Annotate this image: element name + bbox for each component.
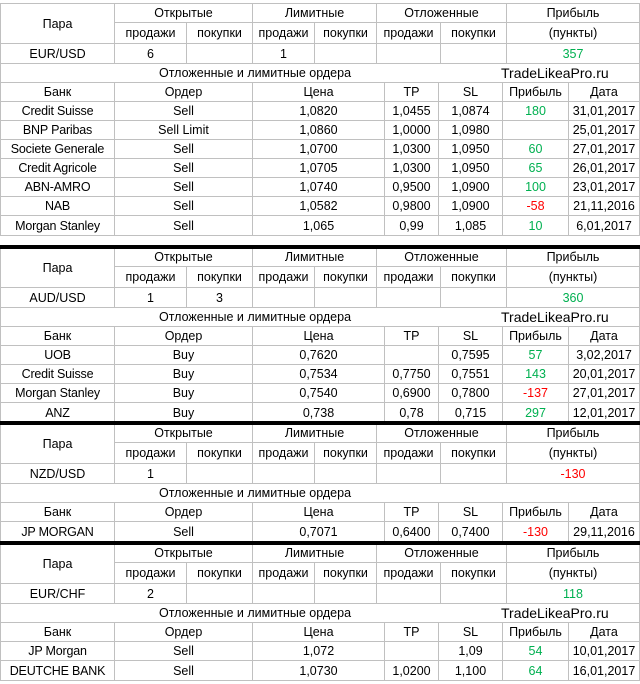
points-header: (пункты) [548, 446, 598, 460]
orders-header-row [1, 83, 639, 102]
summary-table [1, 248, 639, 288]
bank-header: Банк [1, 503, 115, 521]
points-header: (пункты) [548, 566, 598, 580]
order-sl: 1,0950 [439, 140, 503, 158]
orders-header-row [1, 327, 639, 346]
pair-section-aud-usd [0, 247, 640, 423]
profit-header: Прибыль [546, 426, 600, 440]
summary-subheader-row [115, 563, 639, 583]
order-tp: 1,0455 [385, 102, 439, 120]
order-type: Sell [115, 661, 253, 680]
orders-caption-row [1, 308, 639, 327]
buys-header: покупки [441, 267, 507, 287]
order-date: 3,02,2017 [576, 348, 632, 362]
group-header-pending: Отложенные [377, 544, 507, 562]
buys-header: покупки [315, 23, 377, 43]
pending-sales-value [377, 288, 441, 307]
tp-header: TP [385, 503, 439, 521]
limit-buys-value [315, 464, 377, 483]
bank-header: Банк [1, 327, 115, 345]
total-profit: -130 [560, 466, 586, 481]
order-row [1, 121, 639, 140]
section-separator [0, 245, 640, 249]
open-buys-value [187, 464, 253, 483]
bank-name: JP Morgan [1, 642, 115, 660]
order-sl: 1,0980 [439, 121, 503, 139]
order-date: 26,01,2017 [572, 161, 636, 175]
order-type: Buy [115, 346, 253, 364]
summary-subheader-row [115, 267, 639, 287]
open-buys-value [187, 584, 253, 603]
sales-header: продажи [115, 23, 187, 43]
sales-header: продажи [253, 23, 315, 43]
total-profit: 118 [563, 586, 583, 601]
orders-caption: Отложенные и лимитные ордера [158, 310, 352, 324]
order-date: 27,01,2017 [572, 142, 636, 156]
orders-caption: Отложенные и лимитные ордера [158, 606, 352, 620]
order-header: Ордер [115, 623, 253, 641]
order-row [1, 661, 639, 680]
order-sl: 1,0900 [439, 197, 503, 215]
order-profit: 10 [503, 216, 569, 235]
order-date: 25,01,2017 [572, 123, 636, 137]
tp-header: TP [385, 623, 439, 641]
order-type: Sell [115, 178, 253, 196]
order-type: Buy [115, 384, 253, 402]
group-header-open: Открытые [115, 424, 253, 442]
order-price: 1,0740 [253, 178, 385, 196]
profit-header: Прибыль [503, 83, 569, 101]
order-sl: 1,09 [439, 642, 503, 660]
order-date: 31,01,2017 [572, 104, 636, 118]
profit-header: Прибыль [546, 6, 600, 20]
date-header: Дата [590, 505, 618, 519]
order-row [1, 642, 639, 661]
brand-watermark [489, 484, 639, 502]
sales-header: продажи [115, 267, 187, 287]
order-profit: 54 [503, 642, 569, 660]
order-profit: 100 [503, 178, 569, 196]
summary-table [1, 4, 639, 44]
limit-buys-value [315, 584, 377, 603]
sales-header: продажи [253, 563, 315, 583]
order-sl: 0,7400 [439, 522, 503, 541]
sl-header: SL [439, 623, 503, 641]
order-profit: -137 [503, 384, 569, 402]
date-header: Дата [590, 329, 618, 343]
summary-header-row [115, 248, 639, 267]
bank-name: Societe Generale [1, 140, 115, 158]
order-type: Sell [115, 216, 253, 235]
buys-header: покупки [187, 267, 253, 287]
bank-name: ABN-AMRO [1, 178, 115, 196]
order-type: Sell [115, 642, 253, 660]
bank-name: Credit Suisse [1, 102, 115, 120]
group-header-limit: Лимитные [253, 4, 377, 22]
order-date: 20,01,2017 [572, 367, 636, 381]
summary-data-row [1, 288, 639, 308]
sales-header: продажи [377, 267, 441, 287]
brand-watermark: TradeLikeaPro.ru [501, 65, 609, 81]
bank-name: UOB [1, 346, 115, 364]
buys-header: покупки [187, 23, 253, 43]
price-header: Цена [253, 623, 385, 641]
order-header: Ордер [115, 327, 253, 345]
sales-header: продажи [377, 563, 441, 583]
order-price: 0,738 [253, 403, 385, 422]
order-header: Ордер [115, 83, 253, 101]
order-price: 1,0705 [253, 159, 385, 177]
pending-buys-value [441, 464, 507, 483]
order-sl: 1,100 [439, 661, 503, 680]
order-row [1, 178, 639, 197]
order-profit [503, 121, 569, 139]
bank-name: Morgan Stanley [1, 216, 115, 235]
order-date: 16,01,2017 [572, 663, 636, 678]
group-header-limit: Лимитные [253, 424, 377, 442]
sl-header: SL [439, 327, 503, 345]
pending-buys-value [441, 584, 507, 603]
order-row [1, 384, 639, 403]
order-sl: 1,0874 [439, 102, 503, 120]
price-header: Цена [253, 327, 385, 345]
order-profit: 57 [503, 346, 569, 364]
sales-header: продажи [377, 443, 441, 463]
open-sales-value: 1 [115, 464, 187, 483]
order-price: 0,7540 [253, 384, 385, 402]
profit-header: Прибыль [503, 327, 569, 345]
open-sales-value: 2 [115, 584, 187, 603]
bank-name: DEUTCHE BANK [1, 661, 115, 680]
order-profit: 297 [503, 403, 569, 422]
order-tp: 0,7750 [385, 365, 439, 383]
pair-header: Пара [1, 424, 115, 463]
buys-header: покупки [315, 267, 377, 287]
pair-name: EUR/USD [1, 44, 115, 63]
order-profit: 143 [503, 365, 569, 383]
order-row [1, 403, 639, 422]
order-price: 1,072 [253, 642, 385, 660]
order-profit: 60 [503, 140, 569, 158]
group-header-pending: Отложенные [377, 424, 507, 442]
order-row [1, 216, 639, 235]
buys-header: покупки [187, 443, 253, 463]
order-tp: 0,6400 [385, 522, 439, 541]
pair-header: Пара [1, 248, 115, 287]
order-sl: 0,7551 [439, 365, 503, 383]
order-tp: 0,9500 [385, 178, 439, 196]
order-price: 1,0860 [253, 121, 385, 139]
summary-header-row [115, 4, 639, 23]
order-sl: 0,715 [439, 403, 503, 422]
group-header-pending: Отложенные [377, 4, 507, 22]
order-profit: 65 [503, 159, 569, 177]
sales-header: продажи [115, 443, 187, 463]
tp-header: TP [385, 327, 439, 345]
open-sales-value: 1 [115, 288, 187, 307]
limit-sales-value: 1 [253, 44, 315, 63]
bank-name: Morgan Stanley [1, 384, 115, 402]
order-date: 6,01,2017 [576, 218, 632, 233]
orders-caption-row [1, 484, 639, 503]
open-buys-value [187, 44, 253, 63]
limit-buys-value [315, 44, 377, 63]
orders-header-row [1, 623, 639, 642]
summary-table [1, 424, 639, 464]
pending-sales-value [377, 584, 441, 603]
order-sl: 1,085 [439, 216, 503, 235]
orders-caption: Отложенные и лимитные ордера [158, 486, 352, 500]
buys-header: покупки [441, 443, 507, 463]
pending-buys-value [441, 44, 507, 63]
section-separator [0, 421, 640, 425]
order-date: 21,11,2016 [573, 199, 635, 213]
order-tp: 1,0300 [385, 140, 439, 158]
order-type: Buy [115, 403, 253, 422]
buys-header: покупки [187, 563, 253, 583]
summary-header-row [115, 544, 639, 563]
buys-header: покупки [441, 563, 507, 583]
order-price: 1,065 [253, 216, 385, 235]
points-header: (пункты) [548, 26, 598, 40]
order-header: Ордер [115, 503, 253, 521]
buys-header: покупки [441, 23, 507, 43]
total-profit: 357 [562, 46, 584, 61]
order-date: 27,01,2017 [572, 386, 636, 400]
order-profit: -130 [503, 522, 569, 541]
order-row [1, 197, 639, 216]
order-tp: 0,6900 [385, 384, 439, 402]
summary-subheader-row [115, 23, 639, 43]
profit-header: Прибыль [503, 623, 569, 641]
pair-header: Пара [1, 544, 115, 583]
pair-name: NZD/USD [1, 464, 115, 483]
order-profit: -58 [503, 197, 569, 215]
summary-header-row [115, 424, 639, 443]
group-header-open: Открытые [115, 544, 253, 562]
summary-headers [115, 424, 639, 463]
order-type: Buy [115, 365, 253, 383]
order-price: 0,7071 [253, 522, 385, 541]
date-header: Дата [590, 85, 618, 99]
order-sl: 1,0900 [439, 178, 503, 196]
group-header-limit: Лимитные [253, 544, 377, 562]
summary-headers [115, 544, 639, 583]
order-tp: 0,99 [385, 216, 439, 235]
bank-name: NAB [1, 197, 115, 215]
buys-header: покупки [315, 443, 377, 463]
bank-header: Банк [1, 623, 115, 641]
order-price: 1,0582 [253, 197, 385, 215]
order-tp: 0,9800 [385, 197, 439, 215]
order-tp [385, 346, 439, 364]
order-profit: 180 [503, 102, 569, 120]
order-price: 0,7620 [253, 346, 385, 364]
brand-watermark: TradeLikeaPro.ru [501, 605, 609, 621]
points-header: (пункты) [548, 270, 598, 284]
order-price: 1,0820 [253, 102, 385, 120]
order-type: Sell [115, 140, 253, 158]
pair-section-eur-usd [0, 3, 640, 236]
sales-header: продажи [253, 267, 315, 287]
bank-header: Банк [1, 83, 115, 101]
summary-headers [115, 4, 639, 43]
order-tp: 0,78 [385, 403, 439, 422]
limit-sales-value [253, 584, 315, 603]
pair-name: AUD/USD [1, 288, 115, 307]
pair-header: Пара [1, 4, 115, 43]
group-header-open: Открытые [115, 4, 253, 22]
buys-header: покупки [315, 563, 377, 583]
order-tp [385, 642, 439, 660]
price-header: Цена [253, 503, 385, 521]
group-header-open: Открытые [115, 248, 253, 266]
group-header-pending: Отложенные [377, 248, 507, 266]
profit-header: Прибыль [546, 250, 600, 264]
tp-header: TP [385, 83, 439, 101]
price-header: Цена [253, 83, 385, 101]
order-row [1, 365, 639, 384]
order-date: 10,01,2017 [572, 644, 636, 658]
order-row [1, 140, 639, 159]
order-row [1, 522, 639, 541]
pending-sales-value [377, 464, 441, 483]
open-buys-value: 3 [187, 288, 253, 307]
orders-caption-row [1, 64, 639, 83]
brand-watermark: TradeLikeaPro.ru [501, 309, 609, 325]
bank-name: ANZ [1, 403, 115, 422]
bank-name: Credit Suisse [1, 365, 115, 383]
bank-name: Credit Agricole [1, 159, 115, 177]
order-date: 12,01,2017 [572, 405, 636, 420]
order-price: 1,0730 [253, 661, 385, 680]
sales-header: продажи [253, 443, 315, 463]
order-sl: 1,0950 [439, 159, 503, 177]
open-sales-value: 6 [115, 44, 187, 63]
total-profit: 360 [562, 290, 584, 305]
bank-name: JP MORGAN [1, 522, 115, 541]
limit-sales-value [253, 464, 315, 483]
summary-headers [115, 248, 639, 287]
order-price: 0,7534 [253, 365, 385, 383]
pair-name: EUR/CHF [1, 584, 115, 603]
profit-header: Прибыль [546, 546, 600, 560]
order-profit: 64 [503, 661, 569, 680]
sl-header: SL [439, 503, 503, 521]
group-header-limit: Лимитные [253, 248, 377, 266]
order-date: 23,01,2017 [572, 180, 636, 194]
pending-buys-value [441, 288, 507, 307]
order-date: 29,11,2016 [573, 524, 635, 539]
limit-buys-value [315, 288, 377, 307]
order-row [1, 159, 639, 178]
order-tp: 1,0300 [385, 159, 439, 177]
order-sl: 0,7800 [439, 384, 503, 402]
order-price: 1,0700 [253, 140, 385, 158]
order-type: Sell [115, 522, 253, 541]
pair-section-eur-chf [0, 543, 640, 681]
pair-section-nzd-usd [0, 423, 640, 542]
bank-name: BNP Paribas [1, 121, 115, 139]
order-type: Sell Limit [115, 121, 253, 139]
pending-sales-value [377, 44, 441, 63]
sales-header: продажи [115, 563, 187, 583]
orders-caption-row [1, 604, 639, 623]
section-separator [0, 541, 640, 545]
orders-caption: Отложенные и лимитные ордера [158, 66, 352, 80]
summary-data-row [1, 44, 639, 64]
date-header: Дата [590, 625, 618, 639]
order-row [1, 346, 639, 365]
summary-data-row [1, 584, 639, 604]
orders-header-row [1, 503, 639, 522]
order-type: Sell [115, 159, 253, 177]
order-sl: 0,7595 [439, 346, 503, 364]
summary-subheader-row [115, 443, 639, 463]
order-type: Sell [115, 102, 253, 120]
limit-sales-value [253, 288, 315, 307]
profit-header: Прибыль [503, 503, 569, 521]
order-tp: 1,0200 [385, 661, 439, 680]
summary-data-row [1, 464, 639, 484]
sl-header: SL [439, 83, 503, 101]
order-tp: 1,0000 [385, 121, 439, 139]
summary-table [1, 544, 639, 584]
order-row [1, 102, 639, 121]
sales-header: продажи [377, 23, 441, 43]
order-type: Sell [115, 197, 253, 215]
